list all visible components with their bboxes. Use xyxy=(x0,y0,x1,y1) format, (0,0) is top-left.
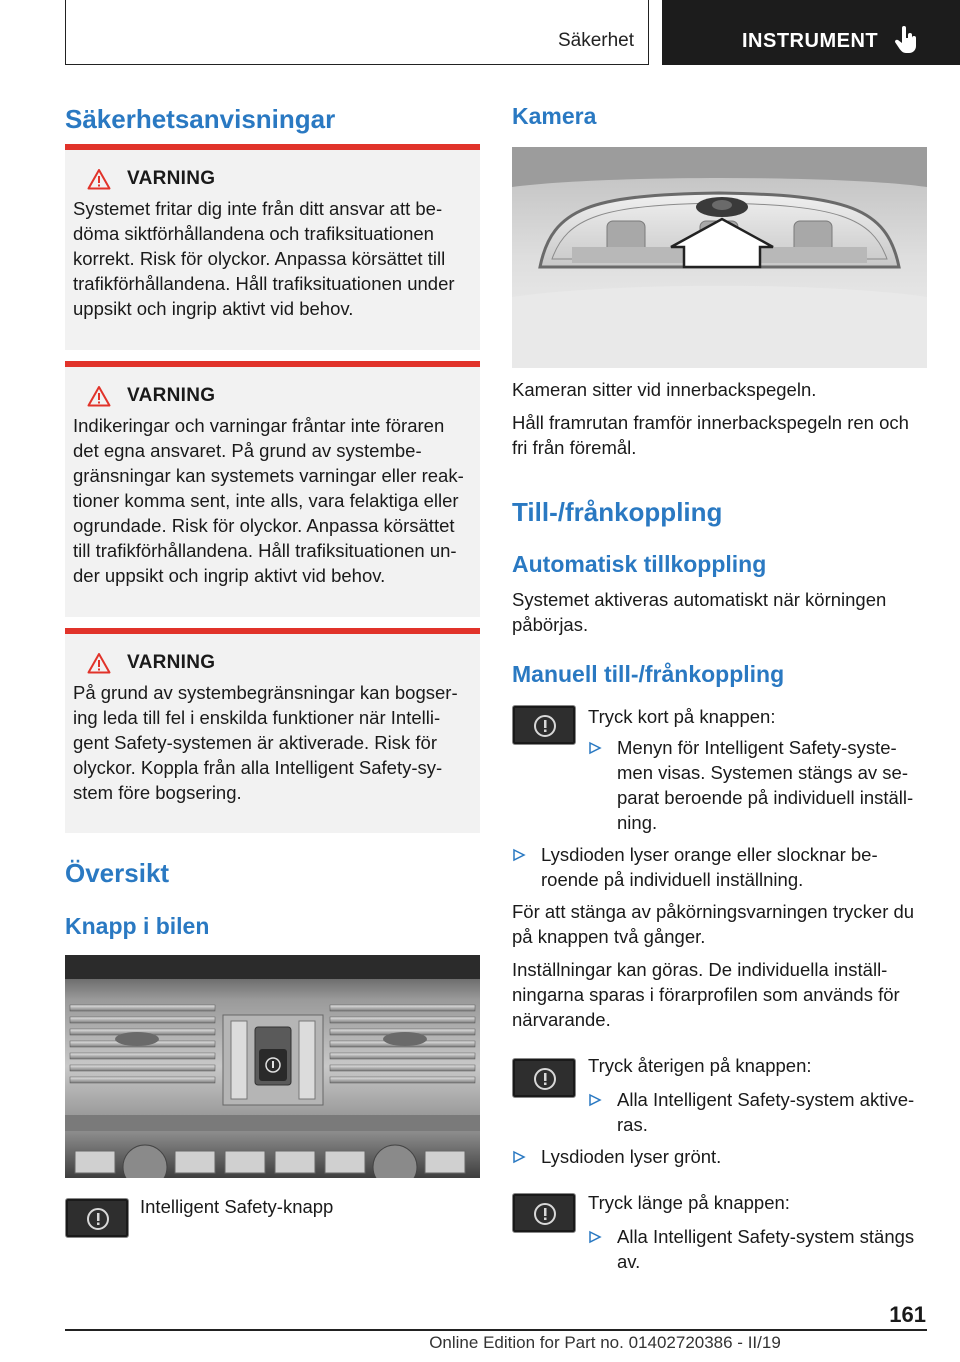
warning-triangle-icon xyxy=(87,385,111,407)
section-title-safety: Säkerhetsanvisningar xyxy=(65,104,336,134)
warning-triangle-icon xyxy=(87,652,111,674)
camera-position-text: Kameran sitter vid innerbackspegeln. xyxy=(512,379,817,400)
auto-text: Systemet aktiveras automatiskt när körningen påbörjas. xyxy=(512,589,887,635)
warning-text: Systemet fritar dig inte från ditt ansvar att be- döma siktförhållandena och trafiksituationen korrekt. Risk för olyckor. Anpassa körsättet till trafikförhållandena. Håll trafiksituationen under uppsikt och ingrip aktivt vid behov. xyxy=(73,198,455,319)
warning-box-2 xyxy=(65,361,480,617)
warning-label: VARNING xyxy=(127,652,216,673)
subsection-title-camera: Kamera xyxy=(512,103,597,129)
warning-triangle-icon xyxy=(87,168,111,190)
warning-text: Indikeringar och varningar fråntar inte föraren det egna ansvaret. På grund av systembe- gränsningar kan systemets varningar eller reak- tioner komma sent, inte alls, vara felaktiga eller ogrundade. Risk för olyckor. Anpassa körsättet till trafikförhållandena. Håll trafiksituationen un- der uppsikt och ingrip aktivt vid behov. xyxy=(73,415,464,586)
settings-text: Inställningar kan göras. De individuella inställ- ningarna sparas i förarprofilen som används för närvarande. xyxy=(512,959,900,1030)
step2-intro: Tryck återigen på knappen: xyxy=(588,1055,812,1076)
header-chapter-label: INSTRUMENT xyxy=(742,30,879,52)
warning-label: VARNING xyxy=(127,168,216,189)
camera-clean-text: Håll framrutan framför innerbackspegeln ren och fri från föremål. xyxy=(512,412,909,458)
triangle-bullet-icon xyxy=(512,842,526,867)
step1-intro: Tryck kort på knappen: xyxy=(588,706,776,727)
warning-text: På grund av systembegränsningar kan bogser- ing leda till fel i enskilda funktioner när Intelli- gent Safety-systemen är aktiverade. Risk för olyckor. Koppla från alla Intelligent Safety-sy- stem före bogsering. xyxy=(73,682,458,803)
triangle-bullet-icon xyxy=(588,1087,602,1112)
safety-button-icon xyxy=(512,1193,576,1233)
triangle-bullet-icon xyxy=(588,735,602,760)
warning-box-1 xyxy=(65,144,480,350)
header-section-box xyxy=(65,0,649,65)
warning-label: VARNING xyxy=(127,385,216,406)
header-section-label: Säkerhet xyxy=(557,30,634,51)
header-chapter-tab xyxy=(662,0,960,65)
warning-box-3 xyxy=(65,628,480,833)
subsection-title-button: Knapp i bilen xyxy=(65,913,210,939)
pointing-hand-icon xyxy=(894,26,920,54)
subsection-title-auto: Automatisk tillkoppling xyxy=(512,551,767,577)
section-title-onoff: Till-/frånkoppling xyxy=(512,497,723,527)
double-press-text: För att stänga av påkörningsvarningen trycker du på knappen två gånger. xyxy=(512,901,915,947)
subsection-title-manual: Manuell till-/frånkoppling xyxy=(512,661,785,687)
safety-button-icon xyxy=(512,1058,576,1098)
triangle-bullet-icon xyxy=(588,1224,602,1249)
camera-mirror-photo xyxy=(512,147,927,368)
triangle-bullet-icon xyxy=(512,1144,526,1169)
dashboard-button-photo xyxy=(65,955,480,1178)
safety-button-icon xyxy=(65,1198,129,1238)
footer-edition: Online Edition for Part no. 01402720386 - II/19 xyxy=(429,1333,781,1352)
safety-button-icon xyxy=(512,705,576,745)
footer-divider xyxy=(65,1329,927,1331)
button-caption: Intelligent Safety-knapp xyxy=(140,1196,334,1217)
step3-intro: Tryck länge på knappen: xyxy=(588,1192,790,1213)
section-title-overview: Översikt xyxy=(65,858,170,888)
page-number: 161 xyxy=(889,1302,926,1327)
